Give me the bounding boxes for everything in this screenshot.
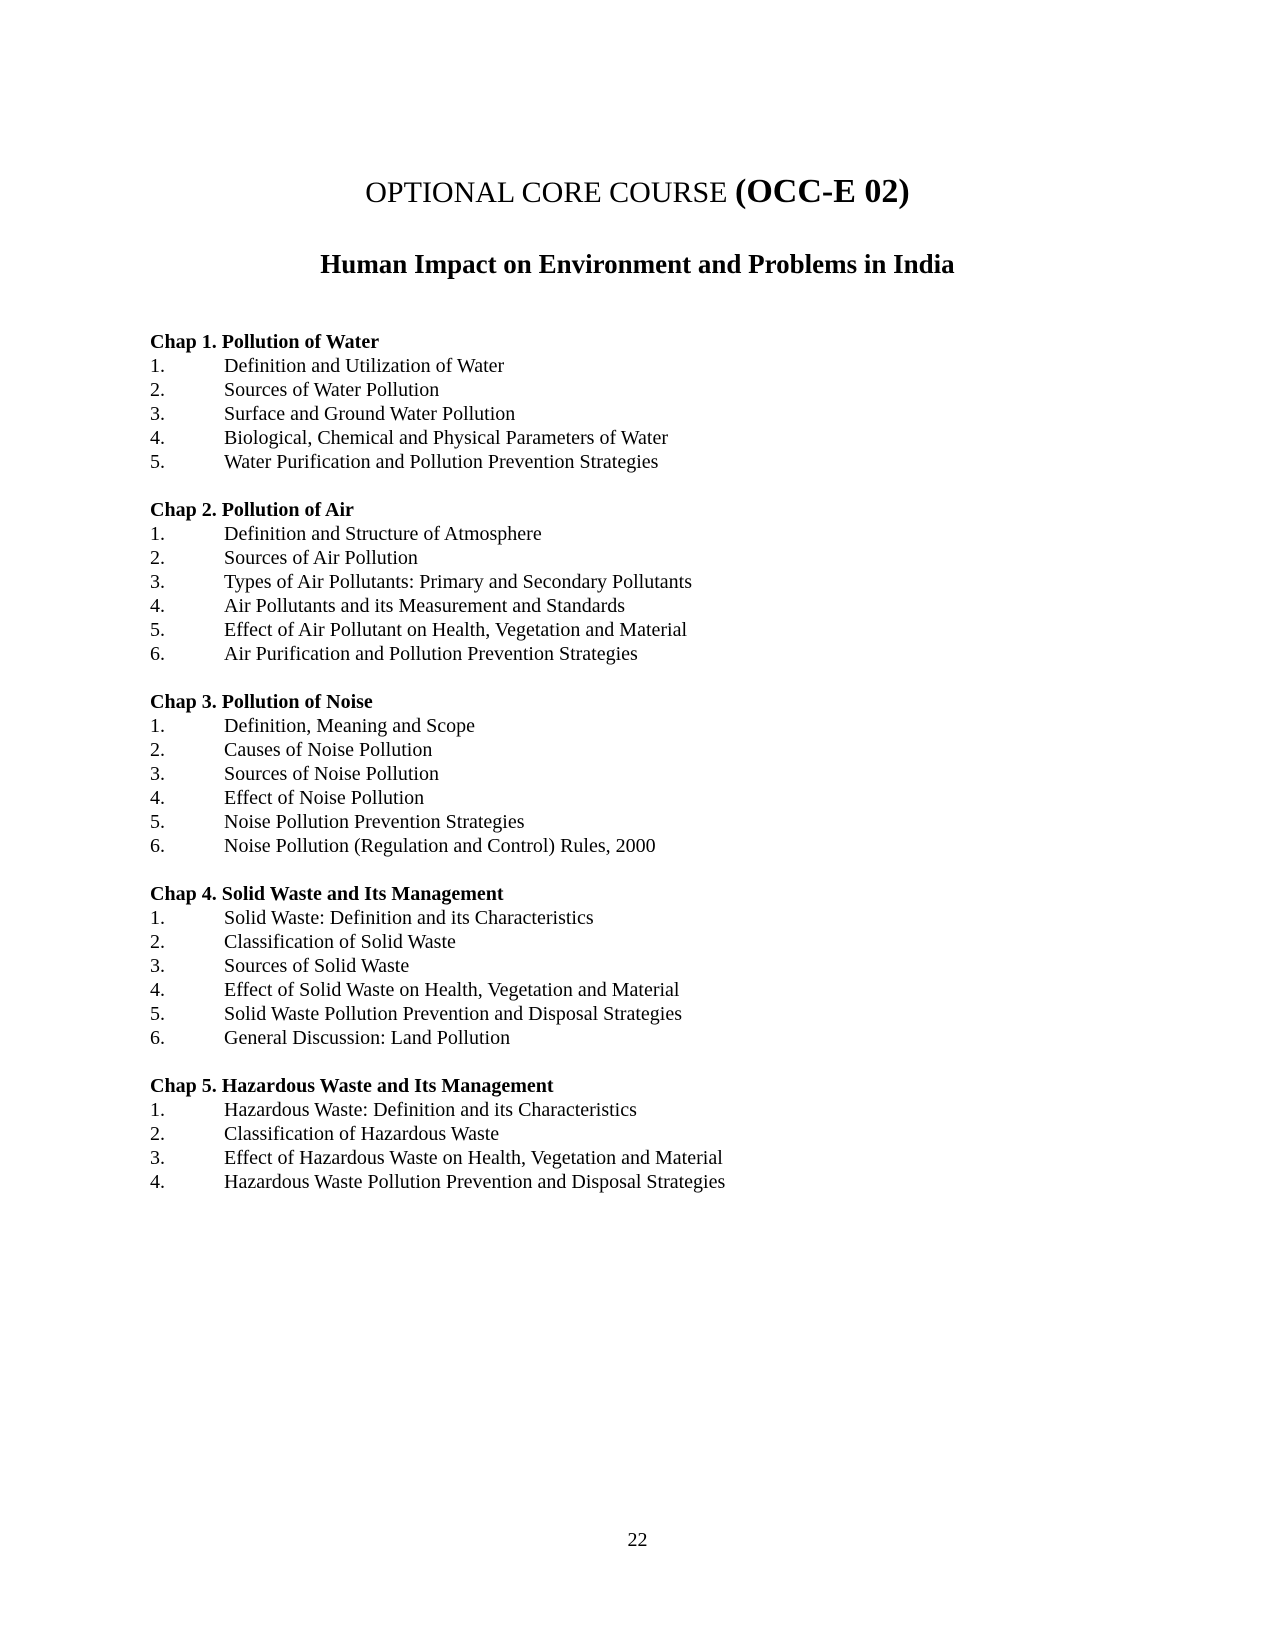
topic-text: Noise Pollution (Regulation and Control) Rules, 2000 (224, 835, 656, 857)
topic-number: 5. (150, 619, 165, 641)
topic-number: 1. (150, 523, 165, 545)
topic-item (150, 738, 1150, 762)
topic-number: 5. (150, 1003, 165, 1025)
topic-text: Hazardous Waste: Definition and its Characteristics (224, 1099, 637, 1121)
topic-item (150, 402, 1150, 426)
topic-number: 2. (150, 739, 165, 761)
topic-number: 4. (150, 595, 165, 617)
course-subtitle: Human Impact on Environment and Problems in India (320, 249, 955, 279)
topic-item (150, 1098, 1150, 1122)
topic-item (150, 1146, 1150, 1170)
topic-item (150, 354, 1150, 378)
topic-text: Sources of Solid Waste (224, 955, 410, 977)
topic-number: 1. (150, 715, 165, 737)
topic-item (150, 954, 1150, 978)
topic-number: 3. (150, 1147, 165, 1169)
topic-number: 6. (150, 1027, 165, 1049)
topic-number: 2. (150, 379, 165, 401)
chapter-heading: Chap 4. Solid Waste and Its Management (150, 883, 504, 905)
topic-text: Hazardous Waste Pollution Prevention and Disposal Strategies (224, 1171, 726, 1193)
topic-number: 3. (150, 571, 165, 593)
topic-number: 2. (150, 931, 165, 953)
topic-item (150, 378, 1150, 402)
topic-text: Air Pollutants and its Measurement and Standards (224, 595, 626, 617)
topic-text: Definition, Meaning and Scope (224, 715, 476, 737)
topic-text: Definition and Structure of Atmosphere (224, 523, 542, 545)
page-number: 22 (627, 1529, 648, 1551)
topic-text: Classification of Hazardous Waste (224, 1123, 500, 1145)
topic-number: 3. (150, 955, 165, 977)
topic-item (150, 834, 1150, 858)
topic-text: Effect of Solid Waste on Health, Vegetation and Material (224, 979, 680, 1001)
topic-item (150, 594, 1150, 618)
topic-number: 1. (150, 907, 165, 929)
topic-text: Effect of Noise Pollution (224, 787, 425, 809)
topic-item (150, 546, 1150, 570)
topic-item (150, 1002, 1150, 1026)
topic-text: Sources of Water Pollution (224, 379, 440, 401)
topic-item (150, 906, 1150, 930)
topic-text: Types of Air Pollutants: Primary and Secondary Pollutants (224, 571, 692, 593)
chapter-section (150, 882, 1150, 1050)
topic-number: 1. (150, 1099, 165, 1121)
topic-item (150, 810, 1150, 834)
topic-item (150, 570, 1150, 594)
chapter-section (150, 690, 1150, 858)
topic-number: 4. (150, 1171, 165, 1193)
topic-text: Surface and Ground Water Pollution (224, 403, 516, 425)
topic-text: Sources of Noise Pollution (224, 763, 439, 785)
topic-number: 3. (150, 403, 165, 425)
topic-item (150, 426, 1150, 450)
topic-text: Definition and Utilization of Water (224, 355, 505, 377)
chapter-heading: Chap 1. Pollution of Water (150, 331, 380, 353)
course-title-prefix: OPTIONAL CORE COURSE (365, 176, 736, 209)
topic-text: Classification of Solid Waste (224, 931, 456, 953)
topic-item (150, 1026, 1150, 1050)
topic-text: Water Purification and Pollution Prevention Strategies (224, 451, 659, 473)
course-title (0, 172, 1275, 213)
topic-text: Solid Waste: Definition and its Characteristics (224, 907, 594, 929)
topic-text: Air Purification and Pollution Prevention Strategies (224, 643, 638, 665)
course-code: (OCC-E 02) (735, 173, 910, 210)
chapter-heading: Chap 2. Pollution of Air (150, 499, 354, 521)
topic-item (150, 714, 1150, 738)
topic-item (150, 930, 1150, 954)
topic-text: Sources of Air Pollution (224, 547, 418, 569)
topic-item (150, 522, 1150, 546)
topic-number: 2. (150, 1123, 165, 1145)
topic-number: 2. (150, 547, 165, 569)
chapter-section (150, 498, 1150, 666)
topic-number: 6. (150, 835, 165, 857)
topic-number: 4. (150, 427, 165, 449)
topic-item (150, 1122, 1150, 1146)
topic-number: 1. (150, 355, 165, 377)
chapter-heading: Chap 5. Hazardous Waste and Its Management (150, 1075, 554, 1097)
topic-text: Noise Pollution Prevention Strategies (224, 811, 525, 833)
topic-text: General Discussion: Land Pollution (224, 1027, 511, 1049)
topic-item (150, 762, 1150, 786)
topic-item (150, 786, 1150, 810)
topic-item (150, 642, 1150, 666)
chapter-list (150, 330, 1150, 1218)
topic-number: 3. (150, 763, 165, 785)
topic-text: Biological, Chemical and Physical Parameters of Water (224, 427, 669, 449)
topic-number: 4. (150, 787, 165, 809)
topic-text: Solid Waste Pollution Prevention and Disposal Strategies (224, 1003, 682, 1025)
topic-number: 5. (150, 811, 165, 833)
topic-item (150, 978, 1150, 1002)
topic-item (150, 1170, 1150, 1194)
chapter-section (150, 1074, 1150, 1194)
topic-text: Effect of Air Pollutant on Health, Vegetation and Material (224, 619, 688, 641)
topic-text: Effect of Hazardous Waste on Health, Vegetation and Material (224, 1147, 723, 1169)
chapter-heading: Chap 3. Pollution of Noise (150, 691, 373, 713)
topic-item (150, 618, 1150, 642)
topic-number: 6. (150, 643, 165, 665)
topic-item (150, 450, 1150, 474)
topic-number: 4. (150, 979, 165, 1001)
topic-text: Causes of Noise Pollution (224, 739, 433, 761)
chapter-section (150, 330, 1150, 474)
topic-number: 5. (150, 451, 165, 473)
